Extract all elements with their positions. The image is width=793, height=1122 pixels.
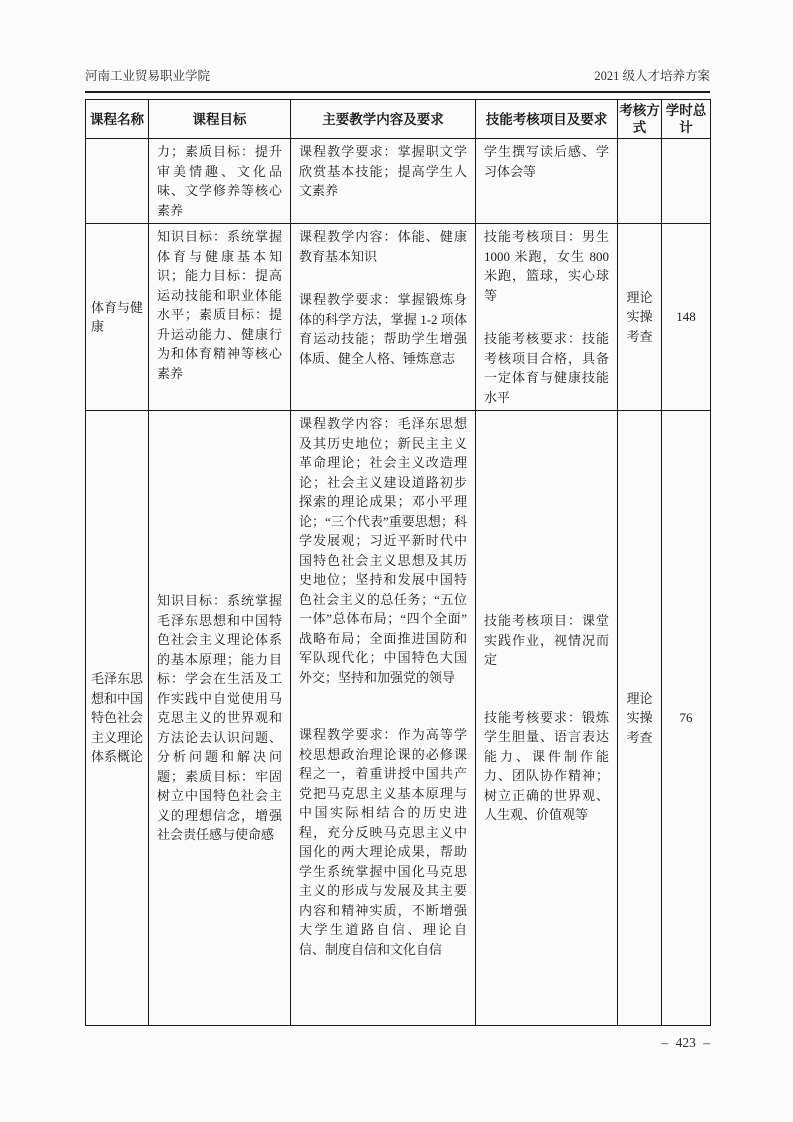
cell-assessment-method — [618, 139, 662, 224]
cell-total-hours — [662, 139, 711, 224]
col-header-teaching-content: 主要教学内容及要求 — [291, 100, 476, 139]
cell-course-objectives: 知识目标：系统掌握体育与健康基本知识；能力目标：提高运动技能和职业体能水平；素质目标：提升运动能力、健康行为和体育精神等核心素养 — [149, 224, 291, 411]
col-header-skill-assessment: 技能考核项目及要求 — [476, 100, 618, 139]
cell-assessment-method: 理论实操考查 — [618, 224, 662, 411]
skill-assessment-paragraph: 学生撰写读后感、学习体会等 — [484, 144, 609, 179]
cell-course-name: 毛泽东思想和中国特色社会主义理论体系概论 — [86, 411, 149, 1026]
cell-skill-assessment — [476, 224, 618, 411]
cell-skill-assessment — [476, 411, 618, 1026]
teaching-requirement-paragraph: 课程教学要求：掌握锻炼身体的科学方法，掌握 1-2 项体育运动技能；帮助学生增强体质、健全人格、锤炼意志 — [299, 292, 467, 366]
cell-total-hours: 148 — [662, 224, 711, 411]
col-header-total-hours: 学时总计 — [662, 100, 711, 139]
cell-course-name: 体育与健康 — [86, 224, 149, 411]
page-number: – 423 – — [661, 1035, 710, 1050]
teaching-content-paragraph: 课程教学内容：毛泽东思想及其历史地位；新民主主义革命理论；社会主义改造理论；社会主义建设道路初步探索的理论成果；邓小平理论；“三个代表”重要思想；科学发展观；习近平新时代中国特色社会主义思想及其历史地位；坚持和发展中国特色社会主义的总任务；“五位一体”总体布局；“四个全面”战略布局；全面推进国防和军队现代化；中国特色大国外交；坚持和加强党的领导 — [299, 416, 467, 685]
table-row-mao-zedong-thought — [86, 411, 711, 1026]
cell-course-objectives: 力；素质目标：提升审美情趣、文化品味、文学修养等核心素养 — [149, 139, 291, 224]
cell-course-name — [86, 139, 149, 224]
teaching-content-paragraph: 课程教学内容：体能、健康教育基本知识 — [299, 229, 467, 264]
col-header-assessment-method: 考核方式 — [618, 100, 662, 139]
teaching-content-paragraph: 课程教学要求：掌握职文学欣赏基本技能；提高学生人文素养 — [299, 144, 467, 198]
header-program-label: 2021 级人才培养方案 — [594, 69, 710, 83]
cell-teaching-content — [291, 139, 476, 224]
skill-assessment-requirement-paragraph: 技能考核要求：锻炼学生胆量、语言表达能力、课件制作能力、团队协作精神；树立正确的世界观、人生观、价值观等 — [484, 709, 609, 823]
page-header — [85, 66, 710, 93]
header-school-name: 河南工业贸易职业学院 — [85, 69, 211, 83]
skill-assessment-requirement-paragraph: 技能考核要求：技能考核项目合格，具备一定体育与健康技能水平 — [484, 331, 609, 405]
cell-teaching-content — [291, 411, 476, 1026]
teaching-requirement-paragraph: 课程教学要求：作为高等学校思想政治理论课的必修课程之一，着重讲授中国共产党把马克思主义基本原理与中国实际相结合的历史进程，充分反映马克思主义中国化的两大理论成果，帮助学生系统掌握中国化马克思主义的形成与发展及其主要内容和精神实质，不断增强大学生道路自信、理论自信、制度自信和文化自信 — [299, 727, 467, 957]
table-row-physical-education — [86, 224, 711, 411]
col-header-course-name: 课程名称 — [86, 100, 149, 139]
course-plan-table — [85, 99, 711, 1026]
cell-teaching-content — [291, 224, 476, 411]
table-header-row — [86, 100, 711, 139]
cell-total-hours: 76 — [662, 411, 711, 1026]
skill-assessment-item-paragraph: 技能考核项目：课堂实践作业，视情况而定 — [484, 613, 609, 668]
cell-assessment-method: 理论实操考查 — [618, 411, 662, 1026]
skill-assessment-item-paragraph: 技能考核项目：男生 1000 米跑，女生 800 米跑，篮球，实心球等 — [484, 229, 609, 303]
page-footer — [85, 1035, 710, 1051]
col-header-course-objectives: 课程目标 — [149, 100, 291, 139]
table-row-continuation — [86, 139, 711, 224]
cell-skill-assessment — [476, 139, 618, 224]
cell-course-objectives: 知识目标：系统掌握毛泽东思想和中国特色社会主义理论体系的基本原理；能力目标：学会在生活及工作实践中自觉使用马克思主义的世界观和方法论去认识问题、分析问题和解决问题；素质目标：牢固树立中国特色社会主义的理想信念，增强社会责任感与使命感 — [149, 411, 291, 1026]
